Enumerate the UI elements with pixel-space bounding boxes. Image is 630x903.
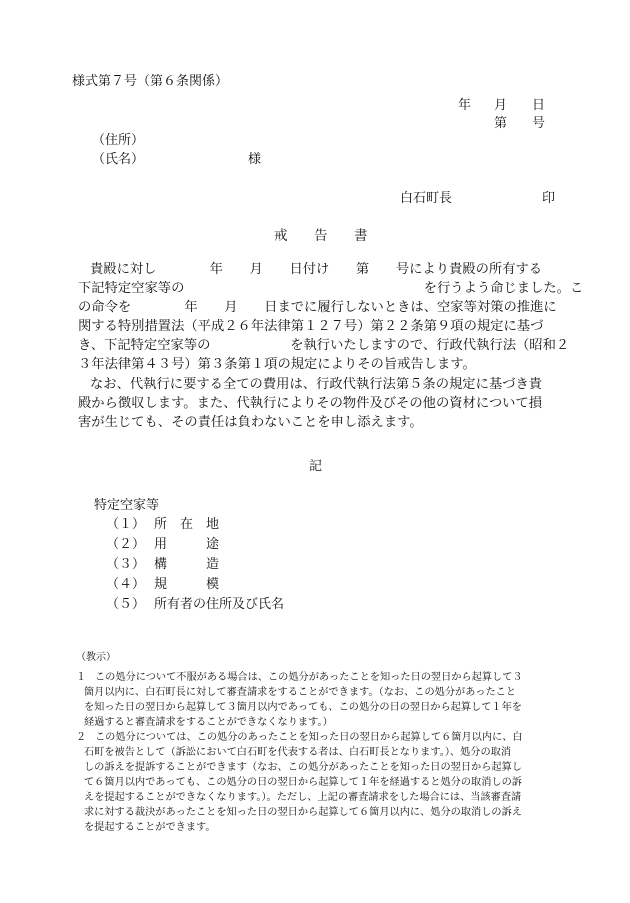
document-title-char-3: 書 [354,228,368,244]
issuer-title: 白石町長 [400,191,453,206]
document-title [274,224,288,244]
note-2-line-6: 求に対する裁決があったことを知った日の翌日から起算して６箇月以内に、処分の取消しの訴え [84,807,522,818]
date-year-label: 年 [458,98,472,113]
property-item-4-num: （４） [106,577,146,592]
document-title-part-2 [314,224,328,244]
ki-label: 記 [309,459,323,474]
property-item-5-label: 所有者の住所及び氏名 [154,597,285,612]
property-item-2-label: 用 途 [154,537,220,552]
note-2-number: ２ [76,732,87,743]
property-item-4-label: 規 模 [154,577,220,592]
number-gou-label: 号 [532,116,546,131]
body-line-8: 殿から徴収します。また、代執行によりその物件及びその他の資材について損 [78,396,543,411]
note-1-line-4: 経過すると審査請求をすることができなくなります。） [84,717,333,728]
body-line-2: 下記特定空家等の を行うよう命じました。こ [78,281,584,296]
note-1-line-3: を知った日の翌日から起算して３箇月以内であっても、この処分の日の翌日から起算して１年を [84,702,522,713]
date-month-label: 月 [494,98,508,113]
sama-label: 様 [248,152,262,167]
property-item-2-num: （２） [106,537,146,552]
note-2-line-1: この処分については、この処分のあったことを知った日の翌日から起算して６箇月以内に、白 [95,732,523,743]
body-line-1: 貴殿に対し 年 月 日付け 第 号により貴殿の所有する [90,262,543,277]
note-1-number: １ [76,672,87,683]
property-item-3-num: （３） [106,557,146,572]
note-1-line-2: 箇月以内に、白石町長に対して審査請求をすることができます。（なお、この処分があったこと [84,687,517,698]
document-title-part-3 [354,224,368,244]
property-item-5-num: （５） [106,597,146,612]
note-2-line-2: 石町を被告として（訴訟において白石町を代表する者は、白石町長となります。）、処分の取消 [84,747,512,758]
note-2-line-5: えを提起することができなくなります。）。ただし、上記の審査請求をした場合には、当該審査請 [84,792,522,803]
notice-heading: （教示） [76,652,116,663]
property-heading: 特定空家等 [94,498,160,513]
form-label: 様式第７号（第６条関係） [72,74,229,89]
note-2-line-7: を提起することができます。 [84,822,216,833]
number-dai-label: 第 [494,116,508,131]
document-title-char-1: 戒 [274,228,288,244]
body-line-6: ３年法律第４３号）第３条第１項の規定によりその旨戒告します。 [78,357,476,372]
body-line-4: 関する特別措置法（平成２６年法律第１２７号）第２２条第９項の規定に基づ [78,319,544,334]
name-label: （氏名） [92,152,145,167]
property-item-1-label: 所 在 地 [154,517,220,532]
address-label: （住所） [92,133,145,148]
seal-mark: 印 [542,191,556,206]
body-line-3: の命令を 年 月 日までに履行しないときは、空家等対策の推進に [78,300,557,315]
note-2-line-3: しの訴えを提訴することができます（なお、この処分があったことを知った日の翌日から起算し [84,762,522,773]
note-2-line-4: て６箇月以内であっても、この処分の日の翌日から起算して１年を経過すると処分の取消しの訴 [84,777,522,788]
body-line-7: なお、代執行に要する全ての費用は、行政代執行法第５条の規定に基づき貴 [90,377,543,392]
note-1-line-1: この処分について不服がある場合は、この処分があったことを知った日の翌日から起算して３ [95,672,523,683]
date-day-label: 日 [532,98,546,113]
property-item-1-num: （１） [106,517,146,532]
property-item-3-label: 構 造 [154,557,220,572]
body-line-5: き、下記特定空家等の を執行いたしますので、行政代執行法（昭和２ [78,338,570,353]
document-title-char-2: 告 [314,228,328,244]
body-line-9: 害が生じても、その責任は負わないことを申し添えます。 [78,415,423,430]
